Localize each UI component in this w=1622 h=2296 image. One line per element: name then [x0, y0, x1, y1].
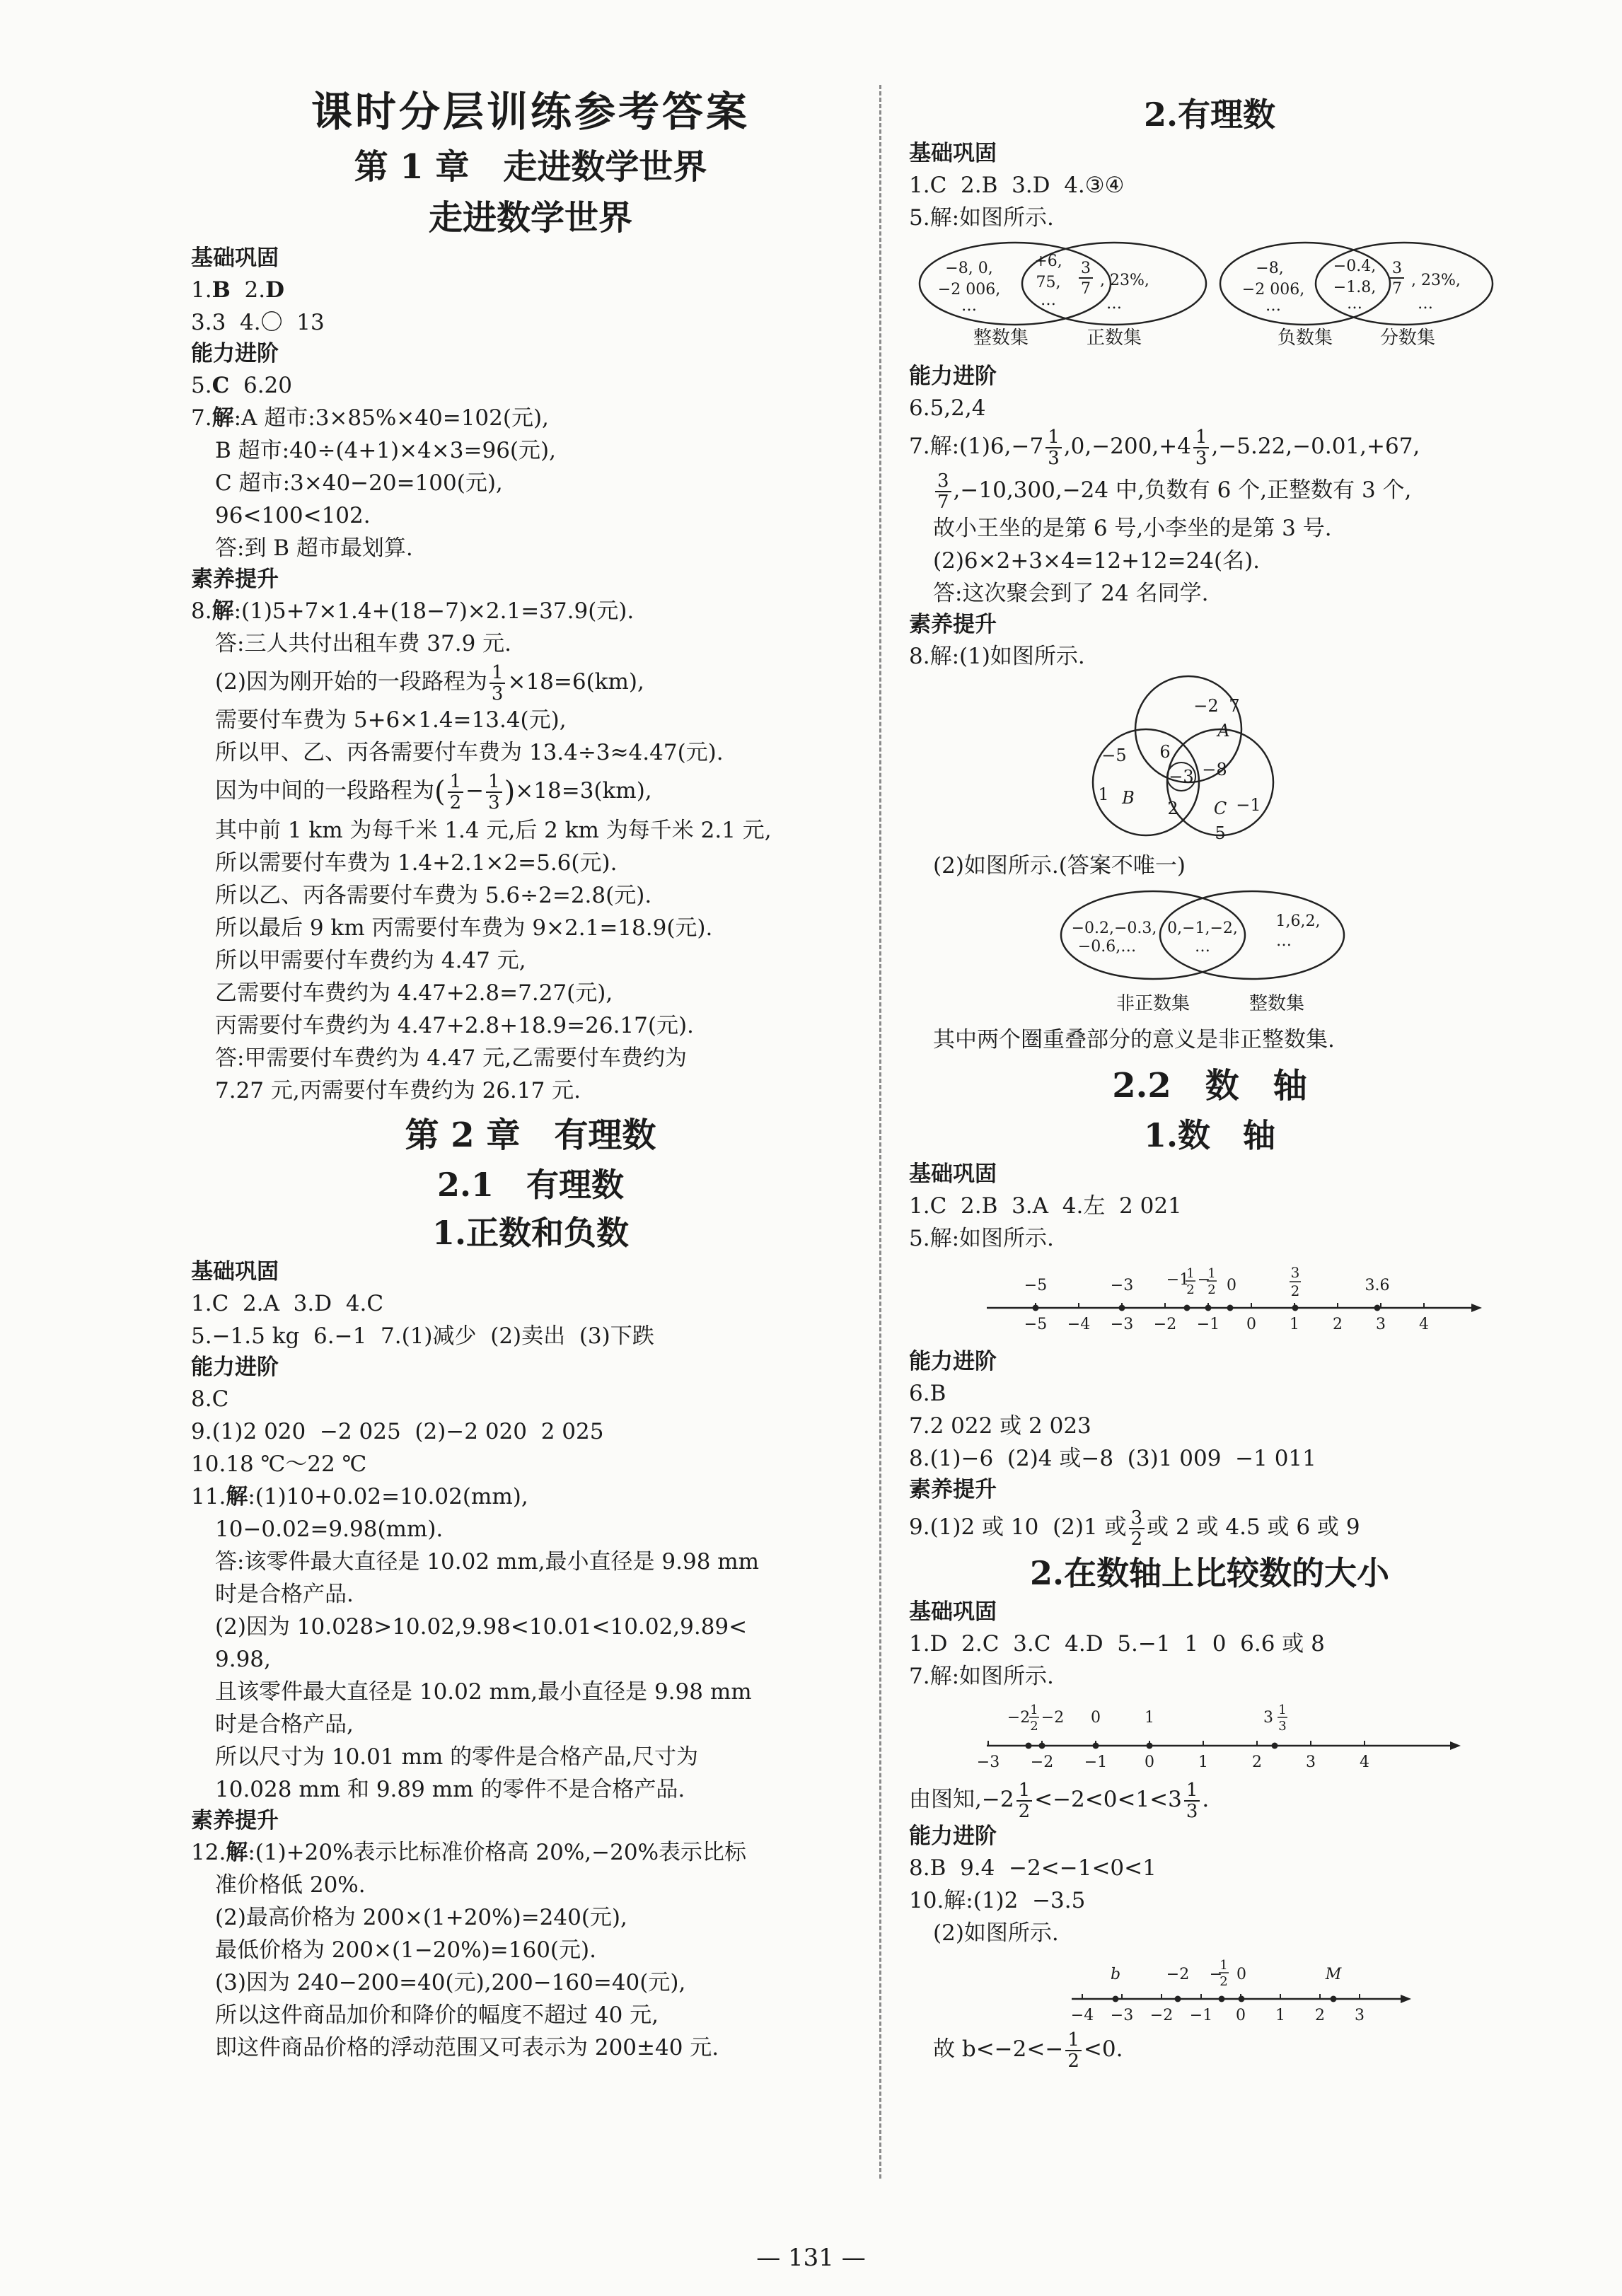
venn2-num: −8 [1202, 760, 1227, 779]
answer-line: (3)因为 240−200=40(元),200−160=40(元), [215, 1969, 686, 1995]
answer-line: 7.2 022 或 2 023 [909, 1413, 1091, 1439]
venn3-text: 0,−1,−2, [1167, 920, 1238, 937]
venn1-text: −2 006, [937, 281, 1001, 298]
tick-label: −2 [1030, 1753, 1054, 1771]
section-label: 素养提升 [909, 612, 997, 637]
venn1-text: 7 [1392, 280, 1402, 298]
venn1-text: … [1106, 295, 1122, 313]
venn2-num: 1 [1098, 784, 1109, 804]
answer-line: (2)因为 10.028>10.02,9.98<10.01<10.02,9.89< [215, 1613, 748, 1640]
section-label: 基础巩固 [191, 1258, 279, 1285]
answer-line: 7.解:A 超市:3×85%×40=102(元), [191, 405, 549, 431]
nl3-frac-num: 1 [1220, 1958, 1228, 1973]
section-label: 能力进阶 [909, 364, 997, 389]
venn-diagram-1 [909, 234, 1510, 361]
answer-line: 时是合格产品, [215, 1711, 354, 1737]
venn1-label: 负数集 [1277, 327, 1333, 349]
section-title: 1.数 轴 [1143, 1116, 1276, 1154]
answer-line: 12.解:(1)+20%表示比标准价格高 20%,−20%表示比标 [191, 1839, 747, 1865]
answer-line: 5.C 6.20 [191, 373, 292, 398]
fraction: $\frac{1}{3}$ [1193, 427, 1210, 468]
fraction: $\frac{1}{2}$ [1016, 1780, 1033, 1821]
answer-line: 丙需要付车费约为 4.47+2.8+18.9=26.17(元). [215, 1012, 694, 1038]
tick-label: −4 [1070, 2007, 1094, 2024]
answer-line: 所以这件商品加价和降价的幅度不超过 40 元, [215, 2002, 659, 2028]
venn2-num: 2 [1167, 799, 1178, 818]
section-label: 能力进阶 [909, 1349, 997, 1374]
venn1-text: +6, [1034, 253, 1062, 270]
answer-line: 10.028 mm 和 9.89 mm 的零件不是合格产品. [215, 1776, 685, 1802]
venn2-num: −2 [1193, 696, 1219, 716]
nl3-point-label: −2 [1166, 1966, 1190, 1983]
venn3-text: −0.2,−0.3, [1071, 920, 1157, 937]
column-divider [879, 85, 881, 2179]
answer-line: $\frac{3}{7}$ ,−10,300,−24 中,负数有 6 个,正整数有 3 个, [909, 468, 1510, 512]
tick-label: 2 [1315, 2007, 1325, 2024]
answer-line: 答:这次聚会到了 24 名同学. [933, 581, 1209, 606]
nl2-point-label: −2 [1041, 1709, 1065, 1727]
venn2-set-label: C [1213, 799, 1227, 818]
answer-line: (2)6×2+3×4=12+12=24(名). [933, 548, 1261, 574]
answer-line: 7.解:(1)6,−7 $\frac{1}{3}$ ,0,−200,+4 $\frac{1}{3}$ ,−5.22,−0.01,+67, [909, 426, 1420, 469]
tick-label: −5 [1024, 1316, 1048, 1333]
answer-line: 其中前 1 km 为每千米 1.4 元,后 2 km 为每千米 2.1 元, [215, 817, 772, 843]
venn3-label: 整数集 [1249, 993, 1305, 1014]
answer-line: 答:甲需要付车费约为 4.47 元,乙需要付车费约为 [215, 1045, 688, 1071]
section-title: 2.2 数 轴 [1112, 1066, 1307, 1106]
fraction: $\frac{1}{2}$ [448, 772, 464, 813]
answer-line: 其中两个圈重叠部分的意义是非正整数集. [933, 1027, 1335, 1053]
nl2-frac-den: 2 [1030, 1719, 1038, 1734]
nl3-point-label: 0 [1236, 1966, 1246, 1983]
section-label: 素养提升 [191, 567, 279, 592]
tick-label: 1 [1198, 1753, 1208, 1771]
nl1-point-label: −1 [1166, 1271, 1190, 1289]
answer-line: 7.27 元,丙需要付车费约为 26.17 元. [215, 1077, 581, 1103]
venn1-text: , 23%, [1100, 272, 1149, 289]
venn3-text: 1,6,2, [1275, 912, 1321, 930]
tick-label: 4 [1419, 1316, 1429, 1333]
venn1-label: 正数集 [1086, 327, 1142, 349]
fraction: $\frac{1}{3}$ [486, 772, 502, 813]
section-label: 基础巩固 [909, 1599, 997, 1625]
section-label: 基础巩固 [909, 1161, 997, 1187]
answer-line: 因为中间的一段路程为( $\frac{1}{2}$ − $\frac{1}{3}$ )×18=3(km), [215, 770, 652, 813]
venn3-text: … [1276, 932, 1292, 950]
venn1-text: −2 006, [1241, 281, 1305, 298]
answer-line: 所以最后 9 km 丙需要付车费为 9×2.1=18.9(元). [215, 915, 713, 941]
nl3-point-label: M [1325, 1966, 1342, 1983]
answer-line: 乙需要付车费约为 4.47+2.8=7.27(元), [215, 980, 613, 1006]
nl1-point-label: − [1197, 1271, 1211, 1289]
answer-line: 5.解:如图所示. [909, 205, 1054, 231]
nl2-frac-num: 1 [1278, 1703, 1287, 1717]
nl2-frac-den: 3 [1278, 1719, 1287, 1734]
section-label: 能力进阶 [191, 341, 279, 366]
tick-label: −3 [1110, 1316, 1134, 1333]
venn-diagram-3 [909, 882, 1510, 1024]
tick-label: 4 [1360, 1753, 1369, 1771]
venn1-text: 3 [1392, 260, 1402, 277]
answer-line: 10.18 ℃～22 ℃ [191, 1451, 367, 1477]
venn1-text: 3 [1081, 260, 1091, 277]
nl1-frac-den: 2 [1290, 1282, 1300, 1299]
fraction: $\frac{1}{3}$ [490, 663, 506, 704]
fraction: $\frac{3}{2}$ [1129, 1508, 1145, 1549]
section-title: 1.正数和负数 [431, 1213, 630, 1252]
venn2-num: −5 [1101, 746, 1127, 765]
answer-line: 1.C 2.B 3.D 4.③④ [909, 173, 1125, 198]
page-number: — 131 — [756, 2244, 866, 2272]
tick-label: −1 [1196, 1316, 1220, 1333]
tick-label: −1 [1084, 1753, 1108, 1771]
answer-line: 所以乙、丙各需要付车费为 5.6÷2=2.8(元). [215, 882, 652, 908]
nl2-point-label: 3 [1263, 1709, 1273, 1727]
answer-line: 9.(1)2 020 −2 025 (2)−2 020 2 025 [191, 1418, 604, 1444]
tick-label: 1 [1275, 2007, 1285, 2024]
answer-line: 5.−1.5 kg 6.−1 7.(1)减少 (2)卖出 (3)下跌 [191, 1323, 654, 1349]
answer-line: 8.B 9.4 −2<−1<0<1 [909, 1855, 1157, 1881]
chapter1-subtitle: 走进数学世界 [428, 198, 632, 238]
answer-line: C 超市:3×40−20=100(元), [215, 470, 503, 496]
nl2-point-label: 0 [1091, 1709, 1101, 1727]
nl3-point-label: b [1110, 1966, 1121, 1983]
answer-line: (2)如图所示. [933, 1920, 1059, 1946]
nl2-point-label: 1 [1145, 1709, 1154, 1727]
venn1-text: , 23%, [1411, 272, 1461, 289]
venn1-text: −0.4, [1333, 257, 1377, 275]
nl1-frac-num: 3 [1290, 1264, 1300, 1281]
section-label: 素养提升 [191, 1807, 279, 1833]
page-title: 课时分层训练参考答案 [311, 88, 750, 136]
tick-label: 1 [1290, 1316, 1299, 1333]
tick-label: −2 [1149, 2007, 1174, 2024]
answer-line: 11.解:(1)10+0.02=10.02(mm), [191, 1483, 528, 1509]
venn3-label: 非正数集 [1116, 993, 1191, 1014]
answer-line: 1.C 2.B 3.A 4.左 2 021 [909, 1193, 1182, 1219]
answer-line: 9.98, [215, 1646, 271, 1672]
answer-line: 所以尺寸为 10.01 mm 的零件是合格产品,尺寸为 [215, 1744, 698, 1770]
venn2-num: −3 [1169, 767, 1194, 787]
tick-label: 2 [1252, 1753, 1262, 1771]
venn1-text: … [1041, 291, 1056, 309]
venn2-num: 5 [1215, 823, 1226, 843]
nl1-frac-den: 2 [1207, 1282, 1216, 1297]
tick-label: 0 [1236, 2007, 1246, 2024]
answer-line: 故小王坐的是第 6 号,小李坐的是第 3 号. [933, 516, 1332, 541]
answer-line: 答:三人共付出租车费 37.9 元. [215, 631, 512, 656]
chapter2-title: 第 2 章 有理数 [405, 1115, 656, 1155]
venn1-text: … [1418, 295, 1433, 313]
answer-line: (2)如图所示.(答案不唯一) [933, 853, 1186, 879]
venn1-text: 75, [1036, 274, 1061, 291]
nl2-point-label: −2 [1007, 1709, 1031, 1727]
nl3-point-label: − [1209, 1966, 1223, 1983]
section-label: 能力进阶 [191, 1354, 279, 1380]
nl1-frac-num: 1 [1186, 1266, 1195, 1281]
venn-diagram-2 [909, 673, 1510, 850]
answer-line: 6.5,2,4 [909, 395, 986, 421]
nl1-point-label: −5 [1024, 1277, 1048, 1294]
venn1-text: −8, 0, [945, 260, 993, 277]
tick-label: 3 [1355, 2007, 1365, 2024]
fraction: $\frac{1}{2}$ [1065, 2030, 1082, 2071]
section-title: 2.在数轴上比较数的大小 [1029, 1554, 1390, 1592]
answer-line: 6.B [909, 1381, 946, 1406]
section-title: 2.1 有理数 [436, 1165, 625, 1204]
answer-line: 1.C 2.A 3.D 4.C [191, 1290, 384, 1316]
nl2-frac-num: 1 [1030, 1703, 1038, 1717]
venn2-num: 6 [1159, 742, 1171, 762]
answer-line: 8.解:(1)如图所示. [909, 644, 1085, 669]
nl3-frac-den: 2 [1220, 1974, 1228, 1989]
answer-line: 8.(1)−6 (2)4 或−8 (3)1 009 −1 011 [909, 1446, 1316, 1471]
answer-line: 9.(1)2 或 10 (2)1 或 $\frac{3}{2}$ 或 2 或 4.5 或 6 或 9 [909, 1507, 1360, 1550]
tick-label: −2 [1153, 1316, 1177, 1333]
nl1-point-label: 0 [1227, 1277, 1236, 1294]
venn1-text: … [1265, 297, 1281, 315]
section-label: 基础巩固 [909, 141, 997, 166]
number-line-2 [909, 1693, 1510, 1778]
venn1-label: 整数集 [973, 327, 1029, 349]
tick-label: −3 [976, 1753, 1000, 1771]
answer-line: 7.解:如图所示. [909, 1664, 1054, 1689]
venn2-set-label: B [1122, 788, 1135, 808]
tick-label: 3 [1376, 1316, 1386, 1333]
fraction: $\frac{1}{3}$ [1184, 1780, 1200, 1821]
number-line-3 [909, 1949, 1510, 2027]
venn1-text: 7 [1081, 280, 1091, 298]
answer-line: 最低价格为 200×(1−20%)=160(元). [215, 1937, 596, 1963]
answer-line: 10.解:(1)2 −3.5 [909, 1888, 1086, 1913]
answer-line: 故 b<−2<− $\frac{1}{2}$ <0. [933, 2029, 1123, 2072]
tick-label: 0 [1145, 1753, 1154, 1771]
answer-line: 所以甲、乙、丙各需要付车费为 13.4÷3≈4.47(元). [215, 740, 724, 765]
answer-line: 8.解:(1)5+7×1.4+(18−7)×2.1=37.9(元). [191, 598, 635, 624]
tick-label: 2 [1333, 1316, 1343, 1333]
venn2-set-label: A [1217, 721, 1230, 741]
venn1-text: −8, [1256, 260, 1284, 277]
tick-label: −4 [1067, 1316, 1091, 1333]
answer-line: 准价格低 20%. [215, 1872, 366, 1898]
answer-line: 由图知,−2 $\frac{1}{2}$ <−2<0<1<3 $\frac{1}{3}$ . [909, 1779, 1210, 1822]
answer-line: B 超市:40÷(4+1)×4×3=96(元), [215, 438, 556, 463]
venn1-text: −1.8, [1333, 279, 1377, 296]
answer-line: 3.3 4.〇 13 [191, 310, 325, 335]
tick-label: −3 [1110, 2007, 1134, 2024]
venn2-num: 7 [1229, 696, 1240, 716]
nl1-point-label: 3.6 [1365, 1277, 1390, 1294]
fraction: $\frac{1}{3}$ [1045, 427, 1062, 468]
answer-line: 且该零件最大直径是 10.02 mm,最小直径是 9.98 mm [215, 1678, 752, 1705]
number-line-1 [909, 1255, 1510, 1347]
section-label: 能力进阶 [909, 1824, 997, 1849]
answer-line: 答:到 B 超市最划算. [215, 535, 413, 561]
tick-label: 3 [1306, 1753, 1316, 1771]
right-column [909, 91, 1510, 2071]
nl1-frac-den: 2 [1186, 1282, 1195, 1297]
answer-line: 1.B 2.D [191, 277, 284, 303]
venn1-text: … [961, 297, 977, 315]
venn2-num: −1 [1236, 795, 1261, 815]
fraction: $\frac{3}{7}$ [935, 471, 951, 512]
venn3-text: … [1195, 938, 1210, 956]
chapter1-title: 第 1 章 走进数学世界 [354, 147, 707, 187]
answer-line: 所以需要付车费为 1.4+2.1×2=5.6(元). [215, 850, 618, 876]
tick-label: −1 [1189, 2007, 1213, 2024]
section-title: 2.有理数 [1143, 95, 1276, 134]
answer-line: 即这件商品价格的浮动范围又可表示为 200±40 元. [215, 2034, 719, 2060]
venn1-label: 分数集 [1379, 327, 1436, 349]
answer-line: 所以甲需要付车费约为 4.47 元, [215, 947, 526, 973]
answer-line: 8.C [191, 1386, 229, 1412]
section-label: 基础巩固 [191, 245, 279, 271]
answer-line: 1.D 2.C 3.C 4.D 5.−1 1 0 6.6 或 8 [909, 1631, 1325, 1657]
answer-line: (2)最高价格为 200×(1+20%)=240(元), [215, 1904, 627, 1930]
left-column [191, 141, 870, 2064]
answer-line: 5.解:如图所示. [909, 1226, 1054, 1251]
answer-line: 10−0.02=9.98(mm). [215, 1516, 444, 1542]
tick-label: 0 [1246, 1316, 1256, 1333]
answer-line: 96<100<102. [215, 503, 371, 528]
section-label: 素养提升 [909, 1477, 997, 1502]
nl1-frac-num: 1 [1207, 1266, 1216, 1281]
answer-line: (2)因为刚开始的一段路程为 $\frac{1}{3}$ ×18=6(km), [215, 661, 644, 705]
venn1-text: … [1347, 295, 1362, 313]
answer-line: 时是合格产品. [215, 1581, 354, 1607]
answer-line: 答:该零件最大直径是 10.02 mm,最小直径是 9.98 mm [215, 1548, 760, 1575]
nl1-point-label: −3 [1110, 1277, 1134, 1294]
answer-line: 需要付车费为 5+6×1.4=13.4(元), [215, 707, 567, 733]
venn3-text: −0.6,… [1077, 938, 1137, 956]
